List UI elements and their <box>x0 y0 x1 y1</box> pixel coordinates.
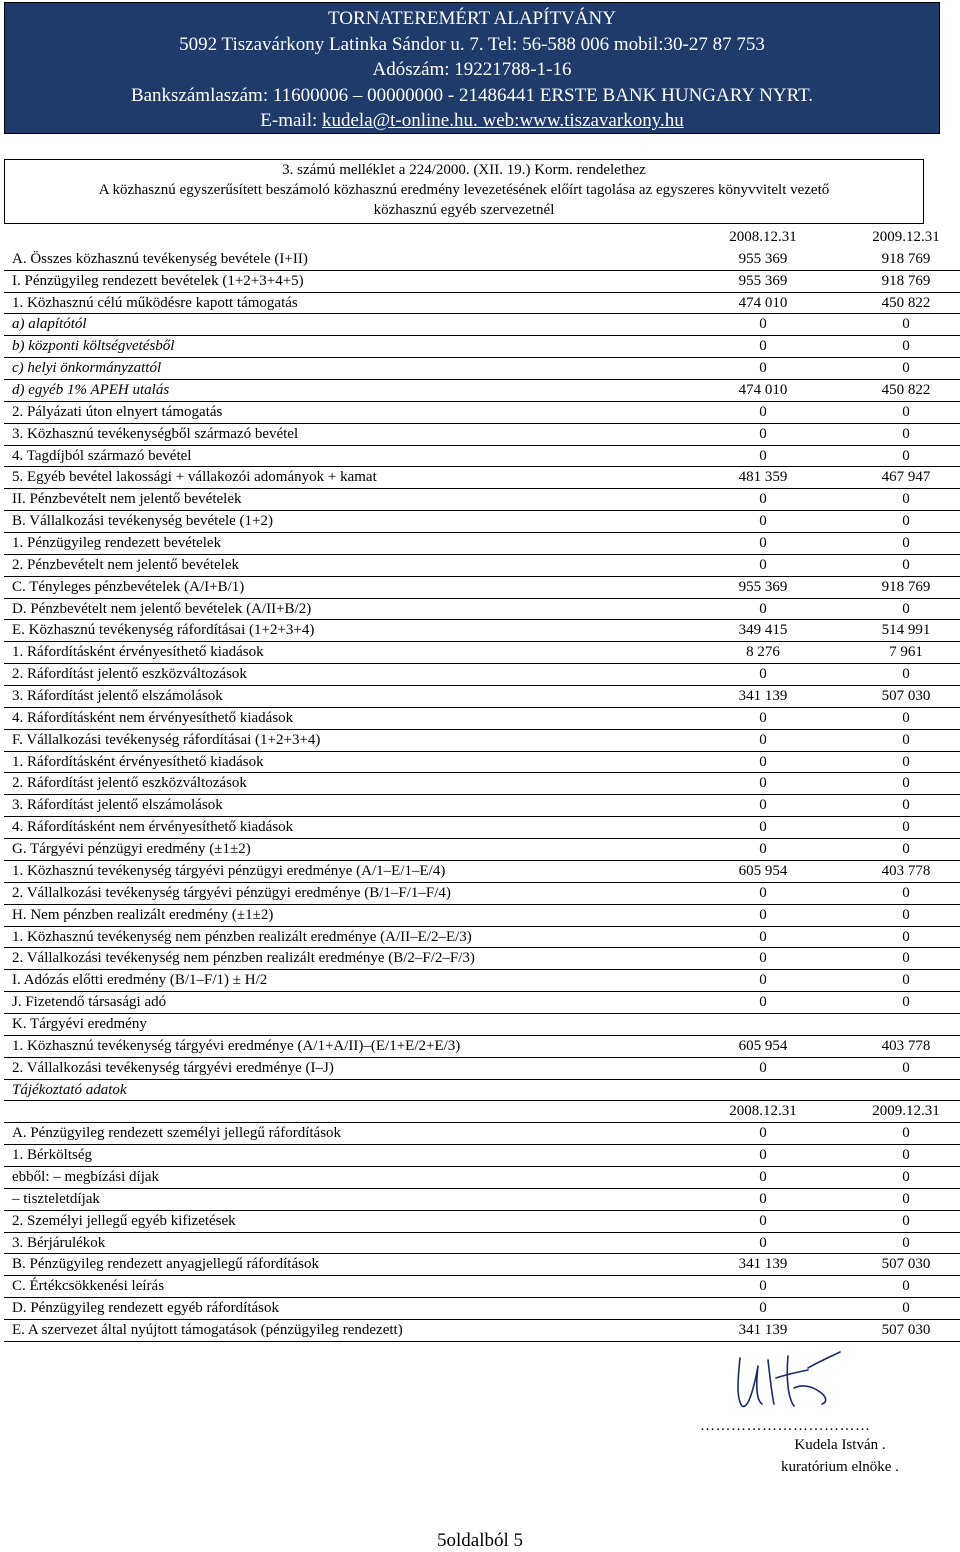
row-label: 2. Vállalkozási tevékenység tárgyévi pénzügyi eredménye (B/1–F/1–F/4) <box>12 884 451 901</box>
row-label: I. Adózás előtti eredmény (B/1–F/1) ± H/2 <box>12 972 268 989</box>
value-2009: 0 <box>902 1147 910 1164</box>
row-label: K. Tárgyévi eredmény <box>12 1015 147 1032</box>
value-2008: 0 <box>759 994 767 1011</box>
value-2008: 605 954 <box>738 862 788 879</box>
value-2009: 403 778 <box>881 1037 931 1054</box>
column-header-2009: 2009.12.31 <box>872 229 940 245</box>
value-2008: 0 <box>759 535 767 552</box>
value-2009: 0 <box>902 535 910 552</box>
value-2009: 0 <box>902 316 910 333</box>
row-label: D. Pénzügyileg rendezett egyéb ráfordítások <box>12 1300 279 1317</box>
value-2009: 0 <box>902 447 910 464</box>
table-row <box>4 293 960 315</box>
value-2008: 0 <box>759 884 767 901</box>
value-2009: 0 <box>902 1278 910 1295</box>
value-2008: 0 <box>759 775 767 792</box>
table-row <box>4 1211 960 1233</box>
value-2009: 918 769 <box>881 578 931 595</box>
value-2008: 0 <box>759 709 767 726</box>
row-label: 1. Ráfordításként érvényesíthető kiadások <box>12 644 264 661</box>
value-2009: 7 961 <box>889 644 923 661</box>
table-row <box>4 839 960 861</box>
table-row <box>4 489 960 511</box>
value-2008: 341 139 <box>738 1256 788 1273</box>
value-2008: 0 <box>759 491 767 508</box>
table-row <box>4 446 960 468</box>
value-2008: 0 <box>759 797 767 814</box>
table-header <box>4 227 960 249</box>
table-row <box>4 992 960 1014</box>
value-2008: 341 139 <box>738 688 788 705</box>
table-row <box>4 970 960 992</box>
row-label: – tiszteletdíjak <box>12 1190 100 1207</box>
value-2008: 605 954 <box>738 1037 788 1054</box>
value-2008: 0 <box>759 1147 767 1164</box>
value-2009: 507 030 <box>881 688 931 705</box>
table-row <box>4 1101 960 1123</box>
row-label: 3. Ráfordítást jelentő elszámolások <box>12 797 223 814</box>
row-label: A. Összes közhasznú tevékenység bevétele (I+II) <box>12 250 308 267</box>
row-label: D. Pénzbevételt nem jelentő bevételek (A/II+B/2) <box>12 600 312 617</box>
table-row <box>4 883 960 905</box>
row-label: B. Vállalkozási tevékenység bevétele (1+2) <box>12 513 274 530</box>
row-label: 2. Pénzbevételt nem jelentő bevételek <box>12 556 239 573</box>
tax-number: Adószám: 19221788-1-16 <box>372 59 572 80</box>
value-2008: 481 359 <box>738 469 788 486</box>
row-label: 2. Pályázati úton elnyert támogatás <box>12 403 223 420</box>
value-2009: 2009.12.31 <box>872 1103 940 1120</box>
row-label: E. A szervezet által nyújtott támogatások (pénzügyileg rendezett) <box>12 1321 403 1338</box>
report-description-cont: közhasznú egyéb szervezetnél <box>373 202 555 218</box>
email-link[interactable]: kudela@t-online.hu. <box>322 110 478 131</box>
value-2008: 0 <box>759 1300 767 1317</box>
signature-line: …………………………… <box>700 1418 871 1434</box>
table-row <box>4 948 960 970</box>
email-label: E-mail: <box>260 110 322 131</box>
table-row <box>4 686 960 708</box>
column-header-2008: 2008.12.31 <box>729 229 797 245</box>
row-label: 2. Ráfordítást jelentő eszközváltozások <box>12 666 247 683</box>
table-row <box>4 730 960 752</box>
foundation-name: TORNATEREMÉRT ALAPÍTVÁNY <box>328 8 616 29</box>
row-label: d) egyéb 1% APEH utalás <box>12 382 170 399</box>
table-row <box>4 1189 960 1211</box>
value-2009: 0 <box>902 1168 910 1185</box>
value-2009: 0 <box>902 600 910 617</box>
value-2008: 0 <box>759 338 767 355</box>
value-2009: 0 <box>902 338 910 355</box>
value-2009: 0 <box>902 950 910 967</box>
value-2008: 0 <box>759 403 767 420</box>
value-2009: 0 <box>902 1190 910 1207</box>
table-row <box>4 358 960 380</box>
row-label: 2. Vállalkozási tevékenység tárgyévi eredménye (I–J) <box>12 1059 334 1076</box>
value-2008: 0 <box>759 447 767 464</box>
value-2008: 0 <box>759 906 767 923</box>
table-row <box>4 664 960 686</box>
table-row <box>4 1058 960 1080</box>
page-number: 5oldalból 5 <box>436 1530 524 1551</box>
value-2008: 0 <box>759 1059 767 1076</box>
bank-account: Bankszámlaszám: 11600006 – 00000000 - 21486441 ERSTE BANK HUNGARY NYRT. <box>130 84 814 106</box>
value-2008: 0 <box>759 1168 767 1185</box>
value-2008: 0 <box>759 316 767 333</box>
value-2009: 0 <box>902 753 910 770</box>
signer-block <box>740 1434 940 1478</box>
table-row <box>4 752 960 774</box>
row-label: 3. Bérjárulékok <box>12 1234 106 1251</box>
value-2008: 0 <box>759 600 767 617</box>
row-label: B. Pénzügyileg rendezett anyagjellegű ráfordítások <box>12 1256 319 1273</box>
value-2009: 507 030 <box>881 1256 931 1273</box>
signer-name: Kudela István . <box>794 1437 886 1453</box>
table-row <box>4 817 960 839</box>
table-row <box>4 642 960 664</box>
row-label: 2. Személyi jellegű egyéb kifizetések <box>12 1212 236 1229</box>
table-row <box>4 620 960 642</box>
value-2008: 0 <box>759 425 767 442</box>
value-2009: 0 <box>902 556 910 573</box>
table-row <box>4 1145 960 1167</box>
table-row <box>4 1233 960 1255</box>
value-2008: 0 <box>759 1212 767 1229</box>
signer-title: kuratórium elnöke . <box>781 1459 899 1475</box>
table-row <box>4 336 960 358</box>
row-label: 2. Vállalkozási tevékenység nem pénzben realizált eredménye (B/2–F/2–F/3) <box>12 950 475 967</box>
row-label: a) alapítótól <box>12 316 87 333</box>
value-2009: 0 <box>902 1212 910 1229</box>
value-2009: 403 778 <box>881 862 931 879</box>
value-2009: 0 <box>902 731 910 748</box>
row-label: H. Nem pénzben realizált eredmény (±1±2) <box>12 906 274 923</box>
web-link[interactable]: www.tiszavarkony.hu <box>519 110 684 131</box>
value-2009: 0 <box>902 709 910 726</box>
value-2008: 0 <box>759 731 767 748</box>
value-2008: 474 010 <box>738 294 788 311</box>
value-2009: 0 <box>902 1059 910 1076</box>
row-label: 5. Egyéb bevétel lakossági + vállakozói adományok + kamat <box>12 469 377 486</box>
row-label: b) központi költségvetésből <box>12 338 175 355</box>
value-2009: 0 <box>902 1300 910 1317</box>
value-2008: 0 <box>759 513 767 530</box>
row-label: 1. Közhasznú tevékenység tárgyévi pénzügyi eredménye (A/1–E/1–E/4) <box>12 862 446 879</box>
value-2008: 0 <box>759 753 767 770</box>
table-row <box>4 271 960 293</box>
value-2009: 0 <box>902 666 910 683</box>
value-2009: 918 769 <box>881 272 931 289</box>
row-label: 1. Közhasznú tevékenység tárgyévi eredménye (A/1+A/II)–(E/1+E/2+E/3) <box>12 1037 461 1054</box>
table-row <box>4 577 960 599</box>
table-row <box>4 795 960 817</box>
table-row <box>4 511 960 533</box>
value-2008: 955 369 <box>738 578 788 595</box>
value-2008: 341 139 <box>738 1321 788 1338</box>
table-row <box>4 555 960 577</box>
row-label: 3. Közhasznú tevékenységből származó bevétel <box>12 425 299 442</box>
value-2008: 349 415 <box>738 622 788 639</box>
row-label: 2. Ráfordítást jelentő eszközváltozások <box>12 775 247 792</box>
row-label: Tájékoztató adatok <box>12 1081 127 1098</box>
table-row <box>4 1123 960 1145</box>
value-2008: 0 <box>759 928 767 945</box>
value-2009: 0 <box>902 425 910 442</box>
value-2008: 0 <box>759 1125 767 1142</box>
row-label: 4. Ráfordításként nem érvényesíthető kiadások <box>12 709 294 726</box>
table-row <box>4 1254 960 1276</box>
value-2009: 0 <box>902 775 910 792</box>
value-2008: 0 <box>759 1234 767 1251</box>
value-2008: 0 <box>759 950 767 967</box>
value-2009: 918 769 <box>881 250 931 267</box>
value-2009: 0 <box>902 906 910 923</box>
contact-line <box>5 108 939 134</box>
value-2009: 0 <box>902 513 910 530</box>
value-2008: 0 <box>759 841 767 858</box>
row-label: c) helyi önkormányzattól <box>12 360 162 377</box>
value-2009: 0 <box>902 360 910 377</box>
value-2009: 0 <box>902 972 910 989</box>
row-label: 1. Közhasznú tevékenység nem pénzben realizált eredménye (A/II–E/2–E/3) <box>12 928 472 945</box>
row-label: 1. Pénzügyileg rendezett bevételek <box>12 535 222 552</box>
table-row <box>4 1014 960 1036</box>
value-2009: 0 <box>902 1125 910 1142</box>
table-row <box>4 533 960 555</box>
row-label: C. Tényleges pénzbevételek (A/I+B/1) <box>12 578 245 595</box>
table-row <box>4 380 960 402</box>
table-row <box>4 708 960 730</box>
table-row <box>4 1276 960 1298</box>
value-2008: 2008.12.31 <box>729 1103 797 1120</box>
value-2008: 955 369 <box>738 272 788 289</box>
value-2008: 0 <box>759 972 767 989</box>
row-label: I. Pénzügyileg rendezett bevételek (1+2+3+4+5) <box>12 272 304 289</box>
row-label: II. Pénzbevételt nem jelentő bevételek <box>12 491 242 508</box>
row-label: 1. Bérköltség <box>12 1147 92 1164</box>
row-label: ebből: – megbízási díjak <box>12 1168 160 1185</box>
web-label: web: <box>477 110 520 131</box>
value-2009: 514 991 <box>881 622 931 639</box>
letterhead <box>4 2 940 134</box>
intro-box <box>4 159 924 224</box>
table-row <box>4 927 960 949</box>
value-2008: 0 <box>759 1278 767 1295</box>
value-2008: 955 369 <box>738 250 788 267</box>
table-row <box>4 424 960 446</box>
appendix-reference: 3. számú melléklet a 224/2000. (XII. 19.) Korm. rendelethez <box>282 162 646 178</box>
value-2008: 0 <box>759 556 767 573</box>
value-2009: 0 <box>902 491 910 508</box>
table-row <box>4 249 960 271</box>
row-label: C. Értékcsökkenési leírás <box>12 1278 165 1295</box>
value-2009: 0 <box>902 819 910 836</box>
row-label: J. Fizetendő társasági adó <box>12 994 167 1011</box>
value-2009: 0 <box>902 841 910 858</box>
value-2009: 450 822 <box>881 294 931 311</box>
value-2008: 0 <box>759 1190 767 1207</box>
value-2008: 0 <box>759 666 767 683</box>
value-2008: 8 276 <box>746 644 780 661</box>
signature-mark <box>728 1348 848 1418</box>
value-2008: 474 010 <box>738 382 788 399</box>
value-2008: 0 <box>759 819 767 836</box>
value-2009: 507 030 <box>881 1321 931 1338</box>
value-2009: 0 <box>902 1234 910 1251</box>
table-row <box>4 1320 960 1342</box>
financial-table <box>4 227 960 1342</box>
value-2009: 0 <box>902 797 910 814</box>
report-description: A közhasznú egyszerűsített beszámoló közhasznú eredmény levezetésének előírt tagolása az egyszeres könyvvitelt vezető <box>98 182 830 198</box>
row-label: F. Vállalkozási tevékenység ráfordításai (1+2+3+4) <box>12 731 321 748</box>
table-row <box>4 1080 960 1102</box>
table-row <box>4 314 960 336</box>
row-label: 4. Ráfordításként nem érvényesíthető kiadások <box>12 819 294 836</box>
value-2009: 467 947 <box>881 469 931 486</box>
row-label: 1. Közhasznú célú működésre kapott támogatás <box>12 294 298 311</box>
table-row <box>4 599 960 621</box>
value-2009: 0 <box>902 928 910 945</box>
table-row <box>4 467 960 489</box>
row-label: 1. Ráfordításként érvényesíthető kiadások <box>12 753 264 770</box>
table-row <box>4 1298 960 1320</box>
value-2009: 450 822 <box>881 382 931 399</box>
value-2008: 0 <box>759 360 767 377</box>
table-row <box>4 861 960 883</box>
table-row <box>4 402 960 424</box>
row-label: 3. Ráfordítást jelentő elszámolások <box>12 688 223 705</box>
table-row <box>4 1167 960 1189</box>
row-label: A. Pénzügyileg rendezett személyi jellegű ráfordítások <box>12 1125 342 1142</box>
value-2009: 0 <box>902 884 910 901</box>
row-label: 4. Tagdíjból származó bevétel <box>12 447 192 464</box>
row-label: G. Tárgyévi pénzügyi eredmény (±1±2) <box>12 841 251 858</box>
value-2009: 0 <box>902 994 910 1011</box>
table-row <box>4 773 960 795</box>
value-2009: 0 <box>902 403 910 420</box>
address-line: 5092 Tiszavárkony Latinka Sándor u. 7. Tel: 56-588 006 mobil:30-27 87 753 <box>179 33 765 55</box>
table-row <box>4 905 960 927</box>
table-row <box>4 1036 960 1058</box>
row-label: E. Közhasznú tevékenység ráfordításai (1+2+3+4) <box>12 622 315 639</box>
